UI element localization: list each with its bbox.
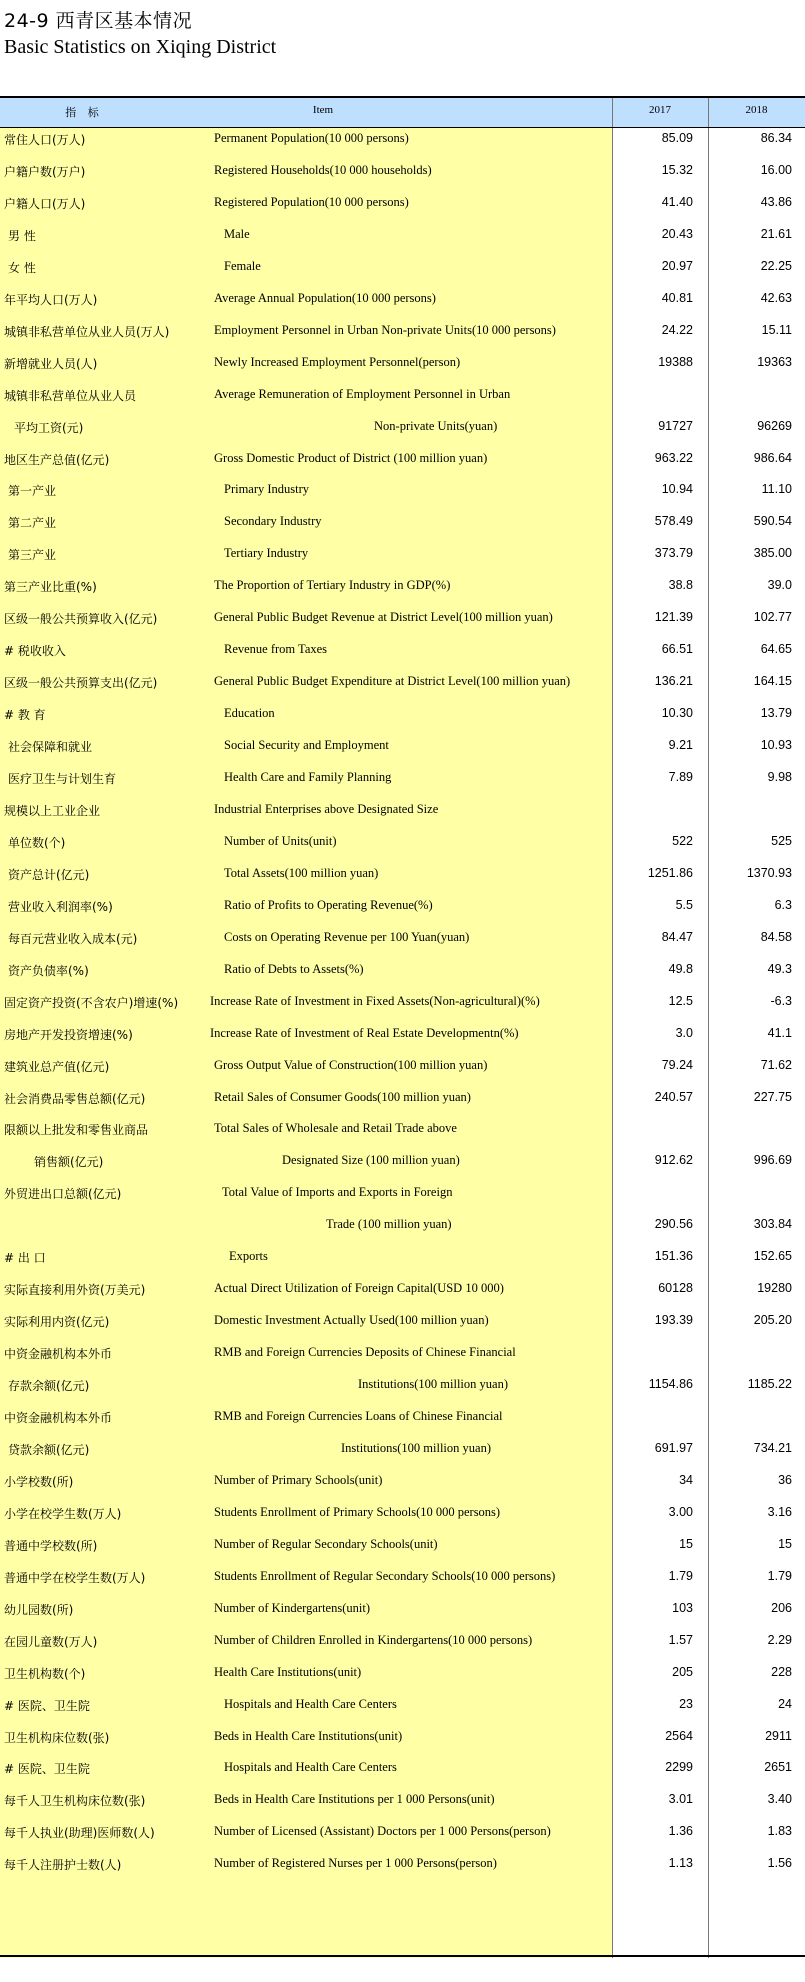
value-2018: 41.1 bbox=[767, 1025, 792, 1040]
value-2017: 12.5 bbox=[668, 993, 693, 1008]
value-2018: 996.69 bbox=[753, 1153, 792, 1168]
value-2018: 15 bbox=[778, 1536, 792, 1551]
value-2017: 10.94 bbox=[661, 482, 693, 497]
header-item-en: Item bbox=[312, 104, 334, 116]
table-row bbox=[0, 1081, 805, 1113]
header-year-2017: 2017 bbox=[649, 104, 671, 116]
value-2018: 590.54 bbox=[753, 514, 792, 529]
value-2018: 10.93 bbox=[760, 738, 792, 753]
indicator-cn: # 出 口 bbox=[4, 1251, 46, 1266]
value-2017: 49.8 bbox=[668, 961, 693, 976]
indicator-cn: 贷款余额(亿元) bbox=[8, 1442, 90, 1457]
table-row bbox=[0, 697, 805, 729]
item-en: Industrial Enterprises above Designated Size bbox=[214, 801, 439, 816]
value-2017: 1.36 bbox=[668, 1824, 693, 1839]
value-2018: 6.3 bbox=[774, 897, 792, 912]
indicator-cn: 营业收入利润率(%) bbox=[8, 899, 113, 914]
value-2018: 11.10 bbox=[761, 482, 792, 497]
indicator-cn: 地区生产总值(亿元) bbox=[4, 452, 110, 467]
indicator-cn: 年平均人口(万人) bbox=[4, 292, 98, 307]
indicator-cn: 普通中学校数(所) bbox=[4, 1538, 98, 1553]
table-title-en: Basic Statistics on Xiqing District bbox=[4, 36, 277, 58]
table-row bbox=[0, 1400, 805, 1432]
table-title-cn: 24-9 西青区基本情况 bbox=[4, 10, 193, 32]
value-2017: 691.97 bbox=[654, 1440, 693, 1455]
indicator-cn: 每千人执业(助理)医师数(人) bbox=[4, 1826, 155, 1841]
value-2017: 84.47 bbox=[661, 929, 693, 944]
item-en: Number of Primary Schools(unit) bbox=[214, 1472, 383, 1487]
item-en: Increase Rate of Investment in Fixed Assets(Non-agricultural)(%) bbox=[210, 993, 540, 1008]
table-row bbox=[0, 250, 805, 282]
item-en: Employment Personnel in Urban Non-private Units(10 000 persons) bbox=[214, 322, 556, 337]
header-year-2018: 2018 bbox=[745, 104, 768, 116]
item-en: Domestic Investment Actually Used(100 million yuan) bbox=[214, 1313, 489, 1328]
item-en: Trade (100 million yuan) bbox=[326, 1217, 452, 1232]
value-2018: 39.0 bbox=[767, 578, 792, 593]
table-row bbox=[0, 473, 805, 505]
table-bottom-rule bbox=[0, 1955, 805, 1957]
table-row bbox=[0, 1208, 805, 1240]
indicator-cn: # 教 育 bbox=[4, 708, 46, 723]
table-row bbox=[0, 186, 805, 218]
value-2018: 2911 bbox=[765, 1728, 792, 1743]
value-2018: 525 bbox=[771, 833, 792, 848]
table-row bbox=[0, 1112, 805, 1144]
value-2018: 385.00 bbox=[753, 546, 792, 561]
value-2018: 42.63 bbox=[760, 290, 792, 305]
indicator-cn: 医疗卫生与计划生育 bbox=[8, 772, 117, 786]
value-2018: -6.3 bbox=[770, 993, 792, 1008]
value-2017: 373.79 bbox=[654, 546, 693, 561]
item-en: Beds in Health Care Institutions(unit) bbox=[214, 1728, 403, 1743]
item-en: Total Sales of Wholesale and Retail Trade above bbox=[214, 1121, 457, 1136]
table-row bbox=[0, 953, 805, 985]
item-en: Number of Kindergartens(unit) bbox=[214, 1600, 370, 1615]
item-en: Total Assets(100 million yuan) bbox=[224, 865, 379, 880]
table-row bbox=[0, 1496, 805, 1528]
table-row bbox=[0, 346, 805, 378]
value-2017: 3.00 bbox=[668, 1504, 693, 1519]
table-row bbox=[0, 1751, 805, 1783]
item-en: Registered Households(10 000 households) bbox=[214, 162, 432, 177]
item-en: Revenue from Taxes bbox=[224, 642, 328, 657]
value-2017: 24.22 bbox=[661, 322, 693, 337]
value-2018: 15.11 bbox=[761, 322, 792, 337]
item-en: Number of Units(unit) bbox=[224, 833, 337, 848]
table-row bbox=[0, 1336, 805, 1368]
value-2017: 121.39 bbox=[654, 610, 693, 625]
value-2018: 96269 bbox=[757, 418, 792, 433]
item-en: Male bbox=[224, 226, 250, 241]
value-2017: 136.21 bbox=[654, 674, 693, 689]
indicator-cn: 资产总计(亿元) bbox=[8, 867, 90, 882]
indicator-cn: 新增就业人员(人) bbox=[4, 356, 98, 371]
item-en: Students Enrollment of Primary Schools(10 000 persons) bbox=[214, 1504, 501, 1519]
indicator-cn: 户籍户数(万户) bbox=[4, 164, 86, 179]
indicator-cn: 女 性 bbox=[8, 260, 36, 275]
table-row bbox=[0, 569, 805, 601]
value-2018: 205.20 bbox=[753, 1313, 792, 1328]
value-2017: 91727 bbox=[658, 418, 693, 433]
table-row bbox=[0, 1049, 805, 1081]
table-row bbox=[0, 793, 805, 825]
item-en: Number of Licensed (Assistant) Doctors per 1 000 Persons(person) bbox=[214, 1824, 551, 1839]
value-2017: 34 bbox=[679, 1472, 693, 1487]
indicator-cn: 存款余额(亿元) bbox=[8, 1379, 90, 1394]
item-en: Female bbox=[224, 258, 261, 273]
indicator-cn: 第一产业 bbox=[8, 484, 57, 499]
item-en: Hospitals and Health Care Centers bbox=[224, 1760, 397, 1775]
indicator-cn: 男 性 bbox=[8, 228, 36, 243]
indicator-cn: 限额以上批发和零售业商品 bbox=[4, 1123, 149, 1138]
indicator-cn: 实际直接利用外资(万美元) bbox=[4, 1283, 146, 1298]
item-en: Costs on Operating Revenue per 100 Yuan(yuan) bbox=[224, 929, 470, 944]
indicator-cn: 第三产业 bbox=[8, 548, 57, 563]
value-2017: 40.81 bbox=[661, 290, 693, 305]
indicator-cn: 每百元营业收入成本(元) bbox=[8, 931, 138, 946]
table-row bbox=[0, 601, 805, 633]
value-2018: 227.75 bbox=[753, 1089, 792, 1104]
item-en: Number of Registered Nurses per 1 000 Persons(person) bbox=[214, 1856, 497, 1871]
table-row bbox=[0, 378, 805, 410]
item-en: Tertiary Industry bbox=[224, 546, 309, 561]
table-row bbox=[0, 633, 805, 665]
item-en: General Public Budget Revenue at District Level(100 million yuan) bbox=[214, 610, 553, 625]
value-2018: 49.3 bbox=[767, 961, 792, 976]
indicator-cn: # 医院、卫生院 bbox=[4, 1698, 90, 1713]
indicator-cn: 小学校数(所) bbox=[4, 1474, 74, 1489]
value-2017: 15 bbox=[679, 1536, 693, 1551]
item-en: Newly Increased Employment Personnel(person) bbox=[214, 354, 461, 369]
indicator-cn: # 税收收入 bbox=[4, 644, 66, 659]
table-row bbox=[0, 1432, 805, 1464]
indicator-cn: 普通中学在校学生数(万人) bbox=[4, 1570, 146, 1585]
item-en: Registered Population(10 000 persons) bbox=[214, 194, 409, 209]
indicator-cn: 区级一般公共预算支出(亿元) bbox=[4, 676, 158, 691]
value-2017: 151.36 bbox=[654, 1249, 693, 1264]
table-row bbox=[0, 729, 805, 761]
item-en: Number of Regular Secondary Schools(unit) bbox=[214, 1536, 438, 1551]
value-2018: 1370.93 bbox=[746, 865, 792, 880]
value-2018: 71.62 bbox=[760, 1057, 792, 1072]
value-2018: 43.86 bbox=[760, 194, 792, 209]
indicator-cn: 平均工资(元) bbox=[14, 420, 84, 435]
value-2017: 103 bbox=[672, 1600, 693, 1615]
table-row bbox=[0, 1624, 805, 1656]
table-row bbox=[0, 1592, 805, 1624]
table-row bbox=[0, 505, 805, 537]
table-row bbox=[0, 122, 805, 154]
item-en: Number of Children Enrolled in Kindergartens(10 000 persons) bbox=[214, 1632, 533, 1647]
indicator-cn: # 医院、卫生院 bbox=[4, 1762, 90, 1777]
value-2018: 9.98 bbox=[767, 770, 792, 784]
table-row bbox=[0, 1688, 805, 1720]
table-row bbox=[0, 442, 805, 474]
value-2018: 19280 bbox=[757, 1281, 792, 1296]
value-2017: 66.51 bbox=[661, 642, 693, 657]
value-2017: 20.97 bbox=[661, 258, 693, 273]
indicator-cn: 销售额(亿元) bbox=[34, 1155, 104, 1170]
item-en: Ratio of Debts to Assets(%) bbox=[224, 961, 364, 976]
table-row bbox=[0, 154, 805, 186]
item-en: RMB and Foreign Currencies Deposits of Chinese Financial bbox=[214, 1345, 516, 1360]
indicator-cn: 卫生机构数(个) bbox=[4, 1666, 86, 1681]
value-2017: 2564 bbox=[665, 1728, 693, 1743]
value-2018: 64.65 bbox=[760, 642, 792, 657]
table-row bbox=[0, 1656, 805, 1688]
indicator-cn: 规模以上工业企业 bbox=[4, 803, 101, 818]
indicator-cn: 幼儿园数(所) bbox=[4, 1602, 74, 1617]
item-en: Actual Direct Utilization of Foreign Capital(USD 10 000) bbox=[214, 1281, 504, 1296]
indicator-cn: 资产负债率(%) bbox=[8, 963, 89, 978]
table-row bbox=[0, 889, 805, 921]
value-2017: 5.5 bbox=[675, 897, 693, 912]
table-row bbox=[0, 282, 805, 314]
value-2018: 164.15 bbox=[753, 674, 792, 689]
table-row bbox=[0, 761, 805, 793]
value-2018: 1185.22 bbox=[747, 1377, 792, 1392]
value-2017: 522 bbox=[672, 833, 693, 848]
item-en: Students Enrollment of Regular Secondary Schools(10 000 persons) bbox=[214, 1568, 556, 1583]
indicator-cn: 每千人卫生机构床位数(张) bbox=[4, 1794, 146, 1809]
table-row bbox=[0, 1847, 805, 1879]
table-row bbox=[0, 314, 805, 346]
value-2017: 41.40 bbox=[661, 194, 693, 209]
indicator-cn: 实际利用内资(亿元) bbox=[4, 1315, 110, 1330]
indicator-cn: 城镇非私营单位从业人员 bbox=[4, 388, 137, 403]
item-en: Increase Rate of Investment of Real Estate Developmentn(%) bbox=[210, 1025, 519, 1040]
indicator-cn: 每千人注册护士数(人) bbox=[4, 1858, 122, 1873]
item-en: Total Value of Imports and Exports in Foreign bbox=[222, 1185, 453, 1200]
item-en: Social Security and Employment bbox=[224, 738, 389, 753]
value-2017: 1.57 bbox=[668, 1632, 693, 1647]
indicator-cn: 区级一般公共预算收入(亿元) bbox=[4, 612, 158, 627]
indicator-cn: 户籍人口(万人) bbox=[4, 196, 86, 211]
value-2017: 193.39 bbox=[654, 1313, 693, 1328]
item-en: Average Remuneration of Employment Personnel in Urban bbox=[214, 386, 511, 401]
value-2017: 2299 bbox=[665, 1760, 693, 1775]
table-row bbox=[0, 1176, 805, 1208]
header-indicator-cn: 指 标 bbox=[65, 106, 103, 119]
table-row bbox=[0, 1144, 805, 1176]
indicator-cn: 中资金融机构本外币 bbox=[4, 1411, 113, 1425]
item-en: Ratio of Profits to Operating Revenue(%) bbox=[224, 897, 433, 912]
table-row bbox=[0, 857, 805, 889]
item-en: Exports bbox=[229, 1249, 268, 1264]
value-2017: 15.32 bbox=[661, 162, 693, 177]
table-row bbox=[0, 921, 805, 953]
table-row bbox=[0, 410, 805, 442]
value-2017: 23 bbox=[679, 1696, 693, 1711]
indicator-cn: 小学在校学生数(万人) bbox=[4, 1506, 122, 1521]
item-en: The Proportion of Tertiary Industry in GDP(%) bbox=[214, 578, 451, 593]
indicator-cn: 固定资产投资(不含农户)增速(%) bbox=[4, 995, 179, 1010]
item-en: Education bbox=[224, 706, 275, 721]
value-2017: 290.56 bbox=[654, 1217, 693, 1232]
value-2018: 986.64 bbox=[753, 450, 792, 465]
value-2017: 19388 bbox=[658, 354, 693, 369]
value-2018: 13.79 bbox=[760, 706, 792, 721]
table-row bbox=[0, 1783, 805, 1815]
value-2018: 21.61 bbox=[760, 226, 792, 241]
indicator-cn: 社会消费品零售总额(亿元) bbox=[4, 1091, 146, 1106]
item-en: Gross Output Value of Construction(100 million yuan) bbox=[214, 1057, 488, 1072]
indicator-cn: 第三产业比重(%) bbox=[4, 580, 97, 595]
table-row bbox=[0, 1304, 805, 1336]
item-en: Designated Size (100 million yuan) bbox=[282, 1153, 460, 1168]
indicator-cn: 在园儿童数(万人) bbox=[4, 1634, 98, 1649]
table-row bbox=[0, 1368, 805, 1400]
value-2018: 3.16 bbox=[767, 1504, 792, 1519]
item-en: Health Care and Family Planning bbox=[224, 770, 392, 784]
value-2017: 1251.86 bbox=[647, 865, 693, 880]
indicator-cn: 外贸进出口总额(亿元) bbox=[4, 1187, 122, 1202]
table-row bbox=[0, 1240, 805, 1272]
table-row bbox=[0, 665, 805, 697]
value-2018: 1.83 bbox=[767, 1824, 792, 1839]
value-2017: 7.89 bbox=[668, 770, 693, 784]
value-2018: 19363 bbox=[757, 354, 792, 369]
item-en: Health Care Institutions(unit) bbox=[214, 1664, 362, 1679]
indicator-cn: 常住人口(万人) bbox=[4, 133, 86, 147]
indicator-cn: 城镇非私营单位从业人员(万人) bbox=[4, 324, 170, 339]
value-2017: 1.13 bbox=[668, 1856, 693, 1871]
table-row bbox=[0, 1528, 805, 1560]
value-2018: 3.40 bbox=[767, 1792, 792, 1807]
value-2018: 16.00 bbox=[760, 162, 792, 177]
table-row bbox=[0, 537, 805, 569]
table-row bbox=[0, 1272, 805, 1304]
value-2018: 1.56 bbox=[767, 1856, 792, 1871]
indicator-cn: 房地产开发投资增速(%) bbox=[4, 1027, 133, 1042]
value-2018: 36 bbox=[778, 1472, 792, 1487]
item-en: Institutions(100 million yuan) bbox=[341, 1440, 491, 1455]
value-2017: 38.8 bbox=[668, 578, 693, 593]
value-2018: 303.84 bbox=[753, 1217, 792, 1232]
indicator-cn: 社会保障和就业 bbox=[8, 740, 93, 755]
item-en: Non-private Units(yuan) bbox=[374, 418, 498, 433]
item-en: Institutions(100 million yuan) bbox=[358, 1377, 508, 1392]
value-2018: 152.65 bbox=[753, 1249, 792, 1264]
value-2017: 79.24 bbox=[661, 1057, 693, 1072]
indicator-cn: 卫生机构床位数(张) bbox=[4, 1730, 110, 1745]
item-en: Average Annual Population(10 000 persons) bbox=[214, 290, 436, 305]
value-2017: 3.0 bbox=[675, 1025, 693, 1040]
indicator-cn: 第二产业 bbox=[8, 516, 57, 531]
value-2017: 10.30 bbox=[661, 706, 693, 721]
indicator-cn: 中资金融机构本外币 bbox=[4, 1347, 113, 1362]
value-2018: 1.79 bbox=[767, 1568, 792, 1583]
value-2018: 84.58 bbox=[760, 929, 792, 944]
value-2017: 3.01 bbox=[668, 1792, 693, 1807]
item-en: Permanent Population(10 000 persons) bbox=[214, 131, 409, 145]
value-2017: 9.21 bbox=[668, 738, 693, 753]
value-2018: 22.25 bbox=[760, 258, 792, 273]
item-en: Beds in Health Care Institutions per 1 000 Persons(unit) bbox=[214, 1792, 495, 1807]
table-row bbox=[0, 1464, 805, 1496]
statistics-table bbox=[0, 96, 805, 1958]
item-en: Gross Domestic Product of District (100 million yuan) bbox=[214, 450, 488, 465]
value-2017: 963.22 bbox=[654, 450, 693, 465]
value-2018: 206 bbox=[771, 1600, 792, 1615]
table-row bbox=[0, 1560, 805, 1592]
value-2017: 205 bbox=[672, 1664, 693, 1679]
item-en: Secondary Industry bbox=[224, 514, 322, 529]
table-row bbox=[0, 1815, 805, 1847]
table-row bbox=[0, 985, 805, 1017]
value-2017: 1154.86 bbox=[648, 1377, 693, 1392]
value-2018: 228 bbox=[771, 1664, 792, 1679]
indicator-cn: 单位数(个) bbox=[8, 835, 66, 850]
value-2018: 86.34 bbox=[760, 131, 792, 145]
value-2018: 2651 bbox=[764, 1760, 792, 1775]
item-en: RMB and Foreign Currencies Loans of Chinese Financial bbox=[214, 1409, 503, 1423]
table-row bbox=[0, 218, 805, 250]
item-en: General Public Budget Expenditure at District Level(100 million yuan) bbox=[214, 674, 571, 689]
value-2017: 20.43 bbox=[661, 226, 693, 241]
value-2017: 240.57 bbox=[654, 1089, 693, 1104]
value-2018: 734.21 bbox=[753, 1440, 792, 1455]
item-en: Hospitals and Health Care Centers bbox=[224, 1696, 397, 1711]
item-en: Retail Sales of Consumer Goods(100 million yuan) bbox=[214, 1089, 471, 1104]
table-row bbox=[0, 1720, 805, 1752]
value-2018: 24 bbox=[778, 1696, 792, 1711]
value-2017: 1.79 bbox=[668, 1568, 693, 1583]
value-2017: 60128 bbox=[658, 1281, 693, 1296]
indicator-cn: 建筑业总产值(亿元) bbox=[4, 1059, 110, 1074]
table-row bbox=[0, 825, 805, 857]
table-row bbox=[0, 1017, 805, 1049]
item-en: Primary Industry bbox=[224, 482, 310, 497]
value-2017: 912.62 bbox=[654, 1153, 693, 1168]
value-2017: 578.49 bbox=[654, 514, 693, 529]
value-2017: 85.09 bbox=[661, 131, 693, 145]
value-2018: 102.77 bbox=[753, 610, 792, 625]
value-2018: 2.29 bbox=[767, 1632, 792, 1647]
